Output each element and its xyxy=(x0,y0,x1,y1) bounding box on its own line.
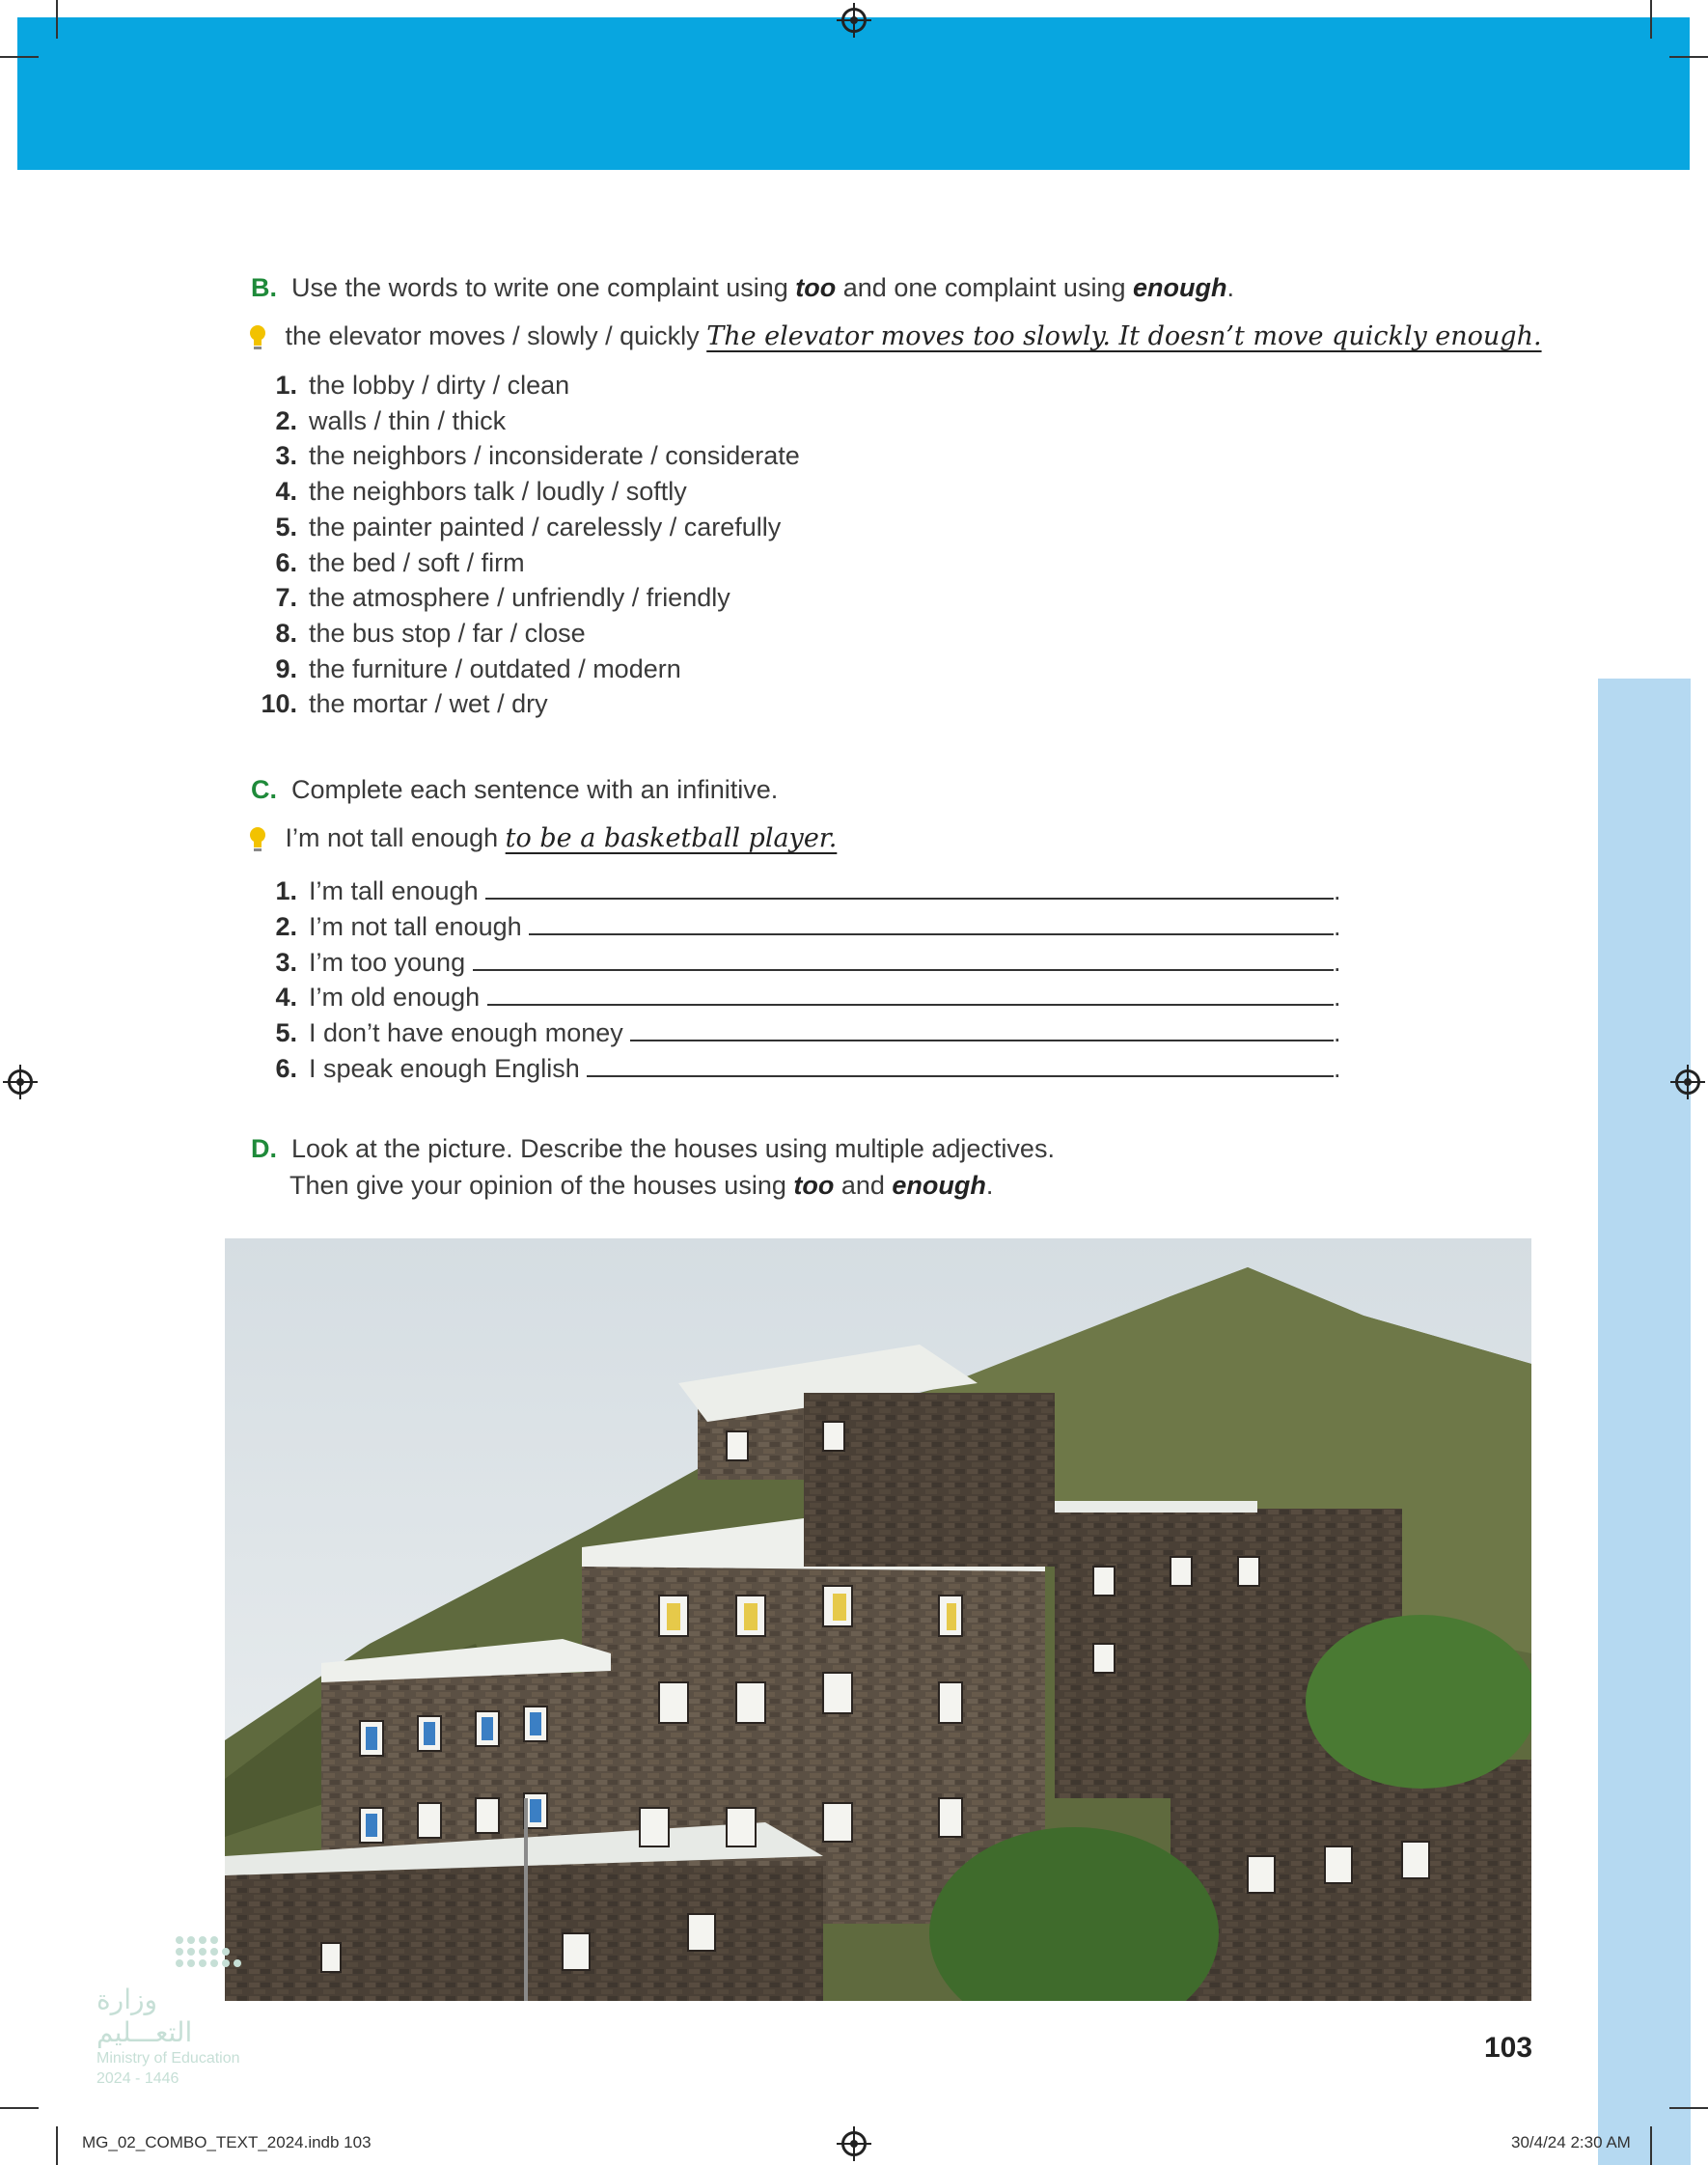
list-item xyxy=(261,686,548,721)
item-number: 3. xyxy=(275,441,297,471)
item-number: 4. xyxy=(275,983,297,1013)
item-text: the painter painted / carelessly / carefully xyxy=(309,512,782,541)
example-prompt: I’m not tall enough xyxy=(285,823,506,852)
section-b-instruction xyxy=(251,270,1234,305)
item-number: 3. xyxy=(275,947,297,977)
sentence-period: . xyxy=(1334,1054,1341,1083)
crop-mark xyxy=(0,56,39,58)
list-item xyxy=(261,580,730,615)
item-number: 10. xyxy=(261,689,297,719)
list-item xyxy=(261,438,800,473)
example-answer: to be a basketball player. xyxy=(505,823,838,853)
item-text: the mortar / wet / dry xyxy=(309,689,548,719)
footer-timestamp: 30/4/24 2:30 AM xyxy=(1511,2133,1631,2151)
ministry-english-name: Ministry of Education xyxy=(96,2050,240,2067)
ministry-year: 2024 - 1446 xyxy=(96,2070,179,2087)
item-number: 4. xyxy=(275,477,297,507)
instruction-text: and xyxy=(834,1171,893,1200)
item-number: 6. xyxy=(275,547,297,577)
registration-mark-icon xyxy=(1675,1069,1700,1095)
footer-file-info: MG_02_COMBO_TEXT_2024.indb 103 xyxy=(82,2133,372,2151)
sentence-period: . xyxy=(1334,947,1341,977)
registration-mark-icon xyxy=(8,1069,33,1095)
section-d-instruction-line2 xyxy=(289,1168,993,1203)
list-item xyxy=(261,510,781,544)
item-text: I’m too young xyxy=(309,947,473,977)
item-text: I’m not tall enough xyxy=(309,911,530,941)
instruction-text: Use the words to write one complaint using xyxy=(291,273,796,302)
example-answer: The elevator moves too slowly. It doesn’t move quickly enough. xyxy=(706,321,1542,351)
item-text: I’m old enough xyxy=(309,983,487,1013)
houses-photo-illustration xyxy=(225,1238,1531,2001)
crop-mark xyxy=(56,0,58,39)
instruction-text: Look at the picture. Describe the houses using multiple adjectives. xyxy=(291,1134,1055,1163)
section-letter: B. xyxy=(251,273,277,302)
answer-blank-field[interactable] xyxy=(487,977,1334,1006)
list-item xyxy=(261,368,569,402)
instruction-text: . xyxy=(1226,273,1234,302)
list-item xyxy=(261,545,525,580)
list-item xyxy=(261,871,1341,905)
section-letter: D. xyxy=(251,1134,277,1163)
answer-blank-field[interactable] xyxy=(485,871,1334,900)
answer-blank-field[interactable] xyxy=(473,942,1334,971)
crop-mark xyxy=(1650,0,1652,39)
instruction-text: Then give your opinion of the houses using xyxy=(289,1171,794,1200)
section-letter: C. xyxy=(251,775,277,804)
item-number: 8. xyxy=(275,618,297,648)
item-number: 9. xyxy=(275,653,297,683)
item-number: 6. xyxy=(275,1054,297,1083)
item-text: the furniture / outdated / modern xyxy=(309,653,681,683)
list-item xyxy=(261,1013,1341,1047)
item-number: 2. xyxy=(275,405,297,435)
ministry-arabic-name: وزارة التعـــليم xyxy=(96,1984,193,2048)
sentence-period: . xyxy=(1334,911,1341,941)
item-text: the bus stop / far / close xyxy=(309,618,586,648)
list-item xyxy=(261,942,1341,977)
crop-mark xyxy=(1669,56,1708,58)
answer-blank-field[interactable] xyxy=(529,906,1334,935)
crop-mark xyxy=(56,2126,58,2165)
sentence-period: . xyxy=(1334,876,1341,905)
item-text: the bed / soft / firm xyxy=(309,547,525,577)
list-item xyxy=(261,474,687,509)
list-item xyxy=(261,977,1341,1012)
crop-mark xyxy=(1669,2107,1708,2109)
answer-blank-field[interactable] xyxy=(587,1048,1334,1077)
ministry-logo-mark-icon xyxy=(96,1930,270,1979)
ministry-logo xyxy=(96,1930,347,2085)
crop-mark xyxy=(0,2107,39,2109)
crop-mark xyxy=(1650,2126,1652,2165)
item-text: I’m tall enough xyxy=(309,876,486,905)
item-text: I don’t have enough money xyxy=(309,1018,631,1048)
item-text: the neighbors / inconsiderate / considerate xyxy=(309,441,800,471)
section-d-instruction-line1 xyxy=(251,1131,1055,1166)
instruction-text: Complete each sentence with an infinitive. xyxy=(291,775,779,804)
item-text: the lobby / dirty / clean xyxy=(309,371,570,400)
item-number: 5. xyxy=(275,512,297,541)
lightbulb-icon xyxy=(249,323,266,352)
registration-mark-icon xyxy=(841,8,867,33)
list-item xyxy=(261,403,506,438)
instruction-text: and one complaint using xyxy=(836,273,1133,302)
instruction-text: . xyxy=(985,1171,994,1200)
keyword: too xyxy=(793,1171,835,1200)
answer-blank-field[interactable] xyxy=(630,1013,1334,1041)
item-text: the atmosphere / unfriendly / friendly xyxy=(309,583,730,613)
side-color-band xyxy=(1598,679,1691,2165)
list-item xyxy=(261,652,681,686)
item-number: 1. xyxy=(275,876,297,905)
houses-photo xyxy=(225,1238,1531,2001)
item-text: the neighbors talk / loudly / softly xyxy=(309,477,687,507)
item-number: 5. xyxy=(275,1018,297,1048)
sentence-period: . xyxy=(1334,1018,1341,1048)
item-number: 1. xyxy=(275,371,297,400)
sentence-period: . xyxy=(1334,983,1341,1013)
keyword: enough xyxy=(892,1171,986,1200)
top-color-band xyxy=(17,17,1690,170)
lightbulb-icon xyxy=(249,825,266,854)
example-prompt: the elevator moves / slowly / quickly xyxy=(285,321,707,350)
list-item xyxy=(261,906,1341,941)
item-text: walls / thin / thick xyxy=(309,405,507,435)
section-b-example xyxy=(249,319,1542,354)
item-text: I speak enough English xyxy=(309,1054,588,1083)
keyword: enough xyxy=(1132,273,1227,302)
list-item xyxy=(261,616,586,651)
keyword: too xyxy=(795,273,837,302)
page-number: 103 xyxy=(1484,2032,1533,2064)
list-item xyxy=(261,1048,1341,1083)
item-number: 7. xyxy=(275,583,297,613)
item-number: 2. xyxy=(275,911,297,941)
section-c-example xyxy=(249,820,837,856)
section-c-instruction xyxy=(251,772,778,807)
registration-mark-icon xyxy=(841,2131,867,2156)
